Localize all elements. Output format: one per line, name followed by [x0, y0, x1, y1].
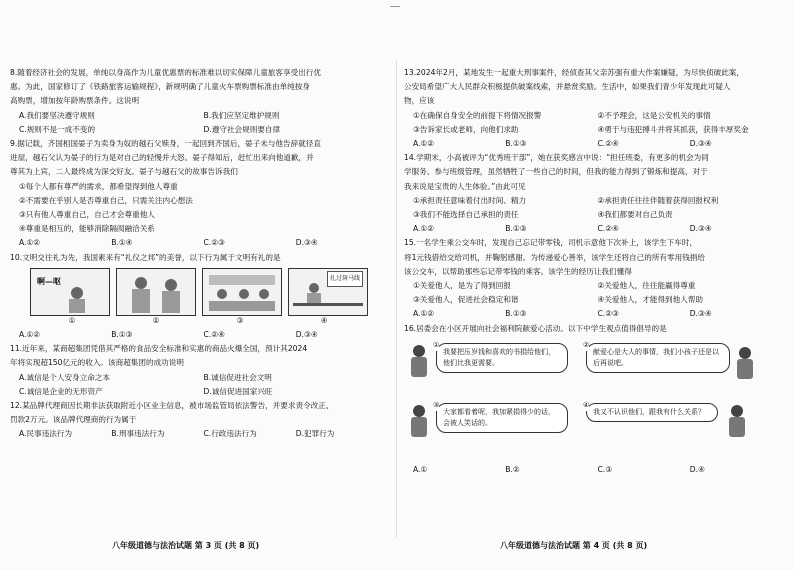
options-row — [404, 137, 782, 151]
cartoon-panel-1 — [30, 268, 110, 316]
options-row — [404, 222, 782, 236]
right-page — [404, 66, 782, 477]
question-9 — [10, 137, 388, 251]
option-a: A.①② — [413, 139, 435, 149]
option-a: A.① — [413, 464, 428, 474]
option-c: C.诚信是企业的无形资产 — [19, 386, 103, 396]
person-head-icon — [309, 283, 319, 293]
option-b: B.我们应坚定维护规则 — [203, 110, 280, 120]
statements-row — [404, 293, 782, 307]
question-text: 高购票，增加按年龄购票条件。这说明 — [10, 96, 140, 106]
statements-row — [404, 194, 782, 208]
bubble-text: 我又不认识他们，跟我有什么关系？ — [593, 407, 705, 416]
statements-row — [404, 208, 782, 222]
question-text: 9.据记载，齐国相国晏子为卖身为奴的越石父赎身，一起回到齐国后，晏子未与他告辞就径直 — [10, 139, 321, 149]
statement: ①承担责任意味着付出时间、精力 — [413, 195, 527, 205]
statements-row — [404, 109, 782, 123]
bubble-text: 大家都看着呢，我加紧捐得少的话，会被人笑话的。 — [443, 407, 555, 427]
question-11 — [10, 342, 388, 399]
option-a: A.①② — [413, 224, 435, 234]
student-figure-icon — [408, 405, 430, 439]
option-d: D.③④ — [689, 309, 712, 319]
bus-window-icon — [209, 275, 275, 285]
statement: ①关爱他人，是为了得到回报 — [413, 281, 511, 291]
person-head-icon — [71, 287, 83, 299]
option-b: B.刑事违法行为 — [111, 429, 165, 439]
speech-bubble-4 — [583, 400, 718, 422]
crosswalk-icon — [293, 303, 363, 306]
question-14 — [404, 151, 782, 236]
option-a: A.民事违法行为 — [19, 429, 73, 439]
statement: ②关爱他人，往往能赢得尊重 — [597, 281, 696, 291]
question-text: 13.2024年2月，某地发生一起重大刑事案件，经侦查其父亲苏强有重大作案嫌疑，为尽快侦破此案， — [404, 68, 744, 77]
bubble-number: ④ — [583, 400, 590, 409]
statement: ③只有他人尊重自己，自己才会尊重他人 — [19, 210, 155, 220]
statements-row — [404, 279, 782, 293]
bubble-number: ② — [583, 340, 590, 349]
speech-bubble-1 — [433, 340, 568, 373]
option-d: D.诚信促进国家兴旺 — [203, 386, 273, 396]
person-head-icon — [217, 289, 227, 299]
option-c: C.②③ — [203, 238, 225, 248]
option-a: A.诚信是个人安身立命之本 — [19, 372, 111, 382]
option-d: D.④ — [689, 464, 705, 474]
question-text: 物，应该 — [404, 96, 435, 106]
panel-number: ② — [152, 315, 160, 325]
option-c: C.③ — [597, 464, 613, 474]
cartoon-panel-3 — [202, 268, 282, 316]
options-row — [10, 328, 388, 342]
question-text: 将1元钱借给交给司机，并鞠躬感谢。为传递爱心善举，该学生还将自己的所有零用钱捐给 — [404, 252, 705, 262]
option-d: D.③④ — [295, 238, 318, 248]
statement: ①在确保自身安全的前提下将情况报警 — [413, 110, 542, 120]
statement: ①每个人都有尊严的需求，都希望得到他人尊重 — [19, 181, 178, 191]
options-row — [10, 427, 388, 441]
bubble-number: ③ — [433, 400, 440, 409]
option-a: A.①② — [19, 330, 41, 340]
question-text: 罚款2万元。该品牌代理商的行为属于 — [10, 415, 137, 425]
options-row — [404, 307, 782, 321]
bubble-number: ① — [433, 340, 440, 349]
question-12 — [10, 399, 388, 442]
speech-bubble-3 — [433, 400, 568, 433]
question-text: 我来说是宝贵的人生体验。”由此可见 — [404, 181, 526, 191]
option-b: B.② — [505, 464, 520, 474]
option-d: D.③④ — [689, 224, 712, 234]
statement: ③告诉家长或老师，向他们求助 — [413, 124, 519, 134]
option-c: C.②③ — [597, 309, 619, 319]
statement: ③关爱他人，促进社会稳定和谐 — [413, 295, 519, 305]
cartoon-panel-2 — [116, 268, 196, 316]
option-c: C.②④ — [597, 139, 619, 149]
statement: ②承担责任往往伴随着获得回报权利 — [597, 195, 719, 205]
person-body-icon — [132, 289, 150, 313]
speech-bubble-2 — [583, 340, 730, 373]
option-d: D.遵守社会规则要自律 — [203, 124, 281, 134]
options-row — [10, 236, 388, 250]
statement: ④我们都要对自己负责 — [597, 210, 673, 220]
top-mark — [390, 6, 400, 7]
option-b: B.①③ — [505, 139, 527, 149]
panel-numbers — [30, 314, 388, 328]
question-text: 14.学期末，小高被评为“优秀班干部”，她在获奖感言中说：“担任班委，有更多的机会为同 — [404, 153, 709, 163]
panel-sign-text: 扎过斑马线 — [327, 271, 363, 287]
option-d: D.犯罪行为 — [295, 429, 335, 439]
question-text: 12.某品牌代理商因长期非法获取附近小区业主信息，被市场监管局依法警告，并要求责令改正、 — [10, 401, 334, 411]
person-head-icon — [135, 277, 147, 289]
question-13 — [404, 66, 782, 151]
question-16 — [404, 322, 782, 477]
question-text: 进屋，越石父认为晏子的行为是对自己的轻慢并大怒。晏子得知后，赶忙出来向他道歉，并 — [10, 153, 314, 163]
seat-row-icon — [209, 301, 275, 311]
options-row — [10, 109, 388, 123]
person-head-icon — [165, 279, 177, 291]
person-body-icon — [69, 299, 85, 313]
option-d: D.③④ — [295, 330, 318, 340]
question-8 — [10, 66, 388, 137]
question-text: 惠。为此，国家修订了《铁路旅客运输规程》，新规明确了儿童火车票购票标准由单纯按身 — [10, 82, 310, 92]
question-text: 学服务、参与班级管理，虽然牺牲了一些自己的时间，但我的能力得到了锻炼和提高，对于 — [404, 167, 708, 177]
bubble-text: 我要把压岁钱和喜欢的书捐给他们，他们比我更需要。 — [443, 347, 555, 367]
question-text: 10.文明交往礼为先，我国素来有“礼仪之邦”的美誉，以下行为属于文明有礼的是 — [10, 252, 281, 262]
option-b: B.①③ — [111, 330, 133, 340]
option-c: C.②④ — [597, 224, 619, 234]
statement: ④勇于与违犯搏斗并将其抓获，获得丰厚奖金 — [597, 124, 749, 134]
question-text: 该公交车，以帮助那些忘记带零钱的乘客。该学生的经历让我们懂得 — [404, 266, 632, 276]
options-row — [404, 463, 782, 477]
person-body-icon — [307, 293, 321, 303]
option-a: A.①② — [413, 309, 435, 319]
question-10 — [10, 251, 388, 343]
options-row — [10, 371, 388, 385]
page-divider — [396, 60, 397, 538]
options-row — [10, 385, 388, 399]
question-text: 年将实现超150亿元的收入。该商超集团的成功说明 — [10, 358, 184, 368]
question-text: 16.居委会在小区开展向社会福利院献爱心活动。以下中学生观点值得倡导的是 — [404, 323, 667, 333]
question-15 — [404, 236, 782, 321]
person-head-icon — [239, 289, 249, 299]
question-text: 8.随着经济社会的发展，单纯以身高作为儿童优惠票的标准难以切实保障儿童旅客享受出行优 — [10, 68, 321, 77]
statement: ②不需要在乎别人是否尊重自己，只需关注内心想法 — [19, 195, 193, 205]
panel-number: ④ — [320, 315, 328, 325]
page-footer-left: 八年级道德与法治试题 第 3 页 (共 8 页) — [112, 541, 260, 550]
option-a: A.我们要坚决遵守规则 — [19, 110, 95, 120]
panel-number: ① — [68, 315, 76, 325]
question-text: 15.一名学生乘公交车时，发现自己忘记带零钱，司机示意他下次补上，该学生下车时， — [404, 238, 698, 248]
student-figure-icon — [726, 405, 748, 439]
bubble-text: 献爱心是大人的事情，我们小孩子还是以后再说吧。 — [593, 347, 719, 367]
left-page — [10, 66, 388, 442]
option-c: C.行政违法行为 — [203, 429, 257, 439]
option-c: C.②④ — [203, 330, 225, 340]
option-d: D.③④ — [689, 139, 712, 149]
options-row — [10, 123, 388, 137]
student-figure-icon — [734, 347, 756, 381]
page-footer-right: 八年级道德与法治试题 第 4 页 (共 8 页) — [500, 541, 648, 550]
option-b: B.①④ — [111, 238, 133, 248]
statement: ③我们不能选择自己承担的责任 — [413, 210, 519, 220]
question-text: 尊其为上宾，二人最终成为深交好友。晏子与越石父的故事告诉我们 — [10, 167, 238, 177]
student-figure-icon — [408, 345, 430, 379]
question-text: 公安局希望广大人民群众积极提供破案线索，并悬赏奖励。生活中，如果我们青少年发现此可疑人 — [404, 82, 731, 92]
statements-row — [404, 123, 782, 137]
option-b: B.①③ — [505, 224, 527, 234]
panel-speech-text: 啊—呕 — [37, 276, 61, 286]
cartoon-strip — [30, 268, 388, 314]
student-opinions-illustration — [404, 339, 782, 463]
panel-number: ③ — [236, 315, 244, 325]
person-body-icon — [162, 291, 180, 313]
option-b: B.诚信促进社会文明 — [203, 372, 272, 382]
option-b: B.①③ — [505, 309, 527, 319]
option-a: A.①② — [19, 238, 41, 248]
statement: ④尊重是相互的，能够消除隔阂融洽关系 — [19, 224, 155, 234]
question-text: 11.近年来，某商超集团凭借其严格的食品安全标准和实惠的商品火爆全国，预计其2024 — [10, 344, 308, 354]
option-c: C.规则不是一成不变的 — [19, 124, 96, 134]
person-head-icon — [259, 289, 269, 299]
statement: ④关爱他人，才能得到他人帮助 — [597, 295, 704, 305]
cartoon-panel-4 — [288, 268, 368, 316]
statement: ②不予理会，这是公安机关的事情 — [597, 110, 711, 120]
